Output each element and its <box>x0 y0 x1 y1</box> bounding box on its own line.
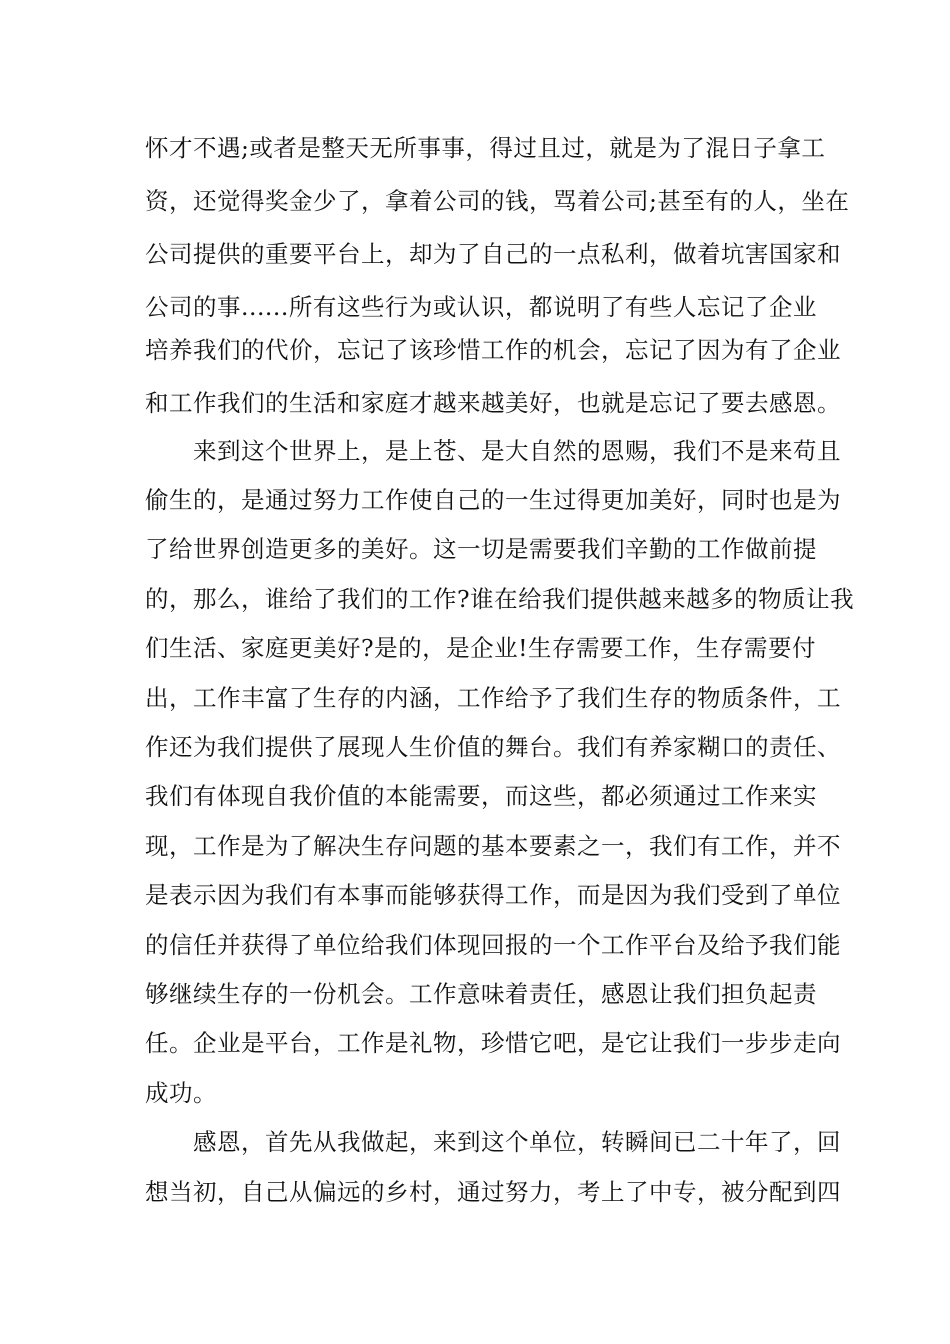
text-line: 公司提供的重要平台上，却为了自己的一点私利，做着坑害国家和 <box>145 240 841 268</box>
text-line: 来到这个世界上，是上苍、是大自然的恩赐，我们不是来苟且 <box>193 437 841 465</box>
text-line: 偷生的，是通过努力工作使自己的一生过得更加美好，同时也是为 <box>145 486 841 514</box>
text-line: 的，那么，谁给了我们的工作?谁在给我们提供越来越多的物质让我 <box>145 585 855 613</box>
text-line: 培养我们的代价，忘记了该珍惜工作的机会，忘记了因为有了企业 <box>145 336 841 364</box>
text-line: 怀才不遇;或者是整天无所事事，得过且过，就是为了混日子拿工 <box>145 134 826 162</box>
text-line: 的信任并获得了单位给我们体现回报的一个工作平台及给予我们能 <box>145 931 841 959</box>
text-line: 是表示因为我们有本事而能够获得工作，而是因为我们受到了单位 <box>145 881 841 909</box>
text-line: 们生活、家庭更美好?是的，是企业!生存需要工作，生存需要付 <box>145 634 817 662</box>
text-line: 任。企业是平台，工作是礼物，珍惜它吧，是它让我们一步步走向 <box>145 1029 841 1057</box>
text-line: 感恩，首先从我做起，来到这个单位，转瞬间已二十年了，回 <box>193 1128 841 1156</box>
text-line: 了给世界创造更多的美好。这一切是需要我们辛勤的工作做前提 <box>145 535 817 563</box>
text-line: 和工作我们的生活和家庭才越来越美好，也就是忘记了要去感恩。 <box>145 389 841 417</box>
text-line: 够继续生存的一份机会。工作意味着责任，感恩让我们担负起责 <box>145 980 817 1008</box>
text-line: 作还为我们提供了展现人生价值的舞台。我们有养家糊口的责任、 <box>145 733 841 761</box>
text-line: 出，工作丰富了生存的内涵，工作给予了我们生存的物质条件，工 <box>145 684 841 712</box>
text-line: 公司的事......所有这些行为或认识，都说明了有些人忘记了企业 <box>145 293 817 321</box>
text-line: 想当初，自己从偏远的乡村，通过努力，考上了中专，被分配到四 <box>145 1178 841 1206</box>
text-line: 现，工作是为了解决生存问题的基本要素之一，我们有工作，并不 <box>145 832 841 860</box>
text-line: 我们有体现自我价值的本能需要，而这些，都必须通过工作来实 <box>145 782 817 810</box>
text-line: 资，还觉得奖金少了，拿着公司的钱，骂着公司;甚至有的人，坐在 <box>145 187 850 215</box>
text-line: 成功。 <box>145 1079 217 1107</box>
